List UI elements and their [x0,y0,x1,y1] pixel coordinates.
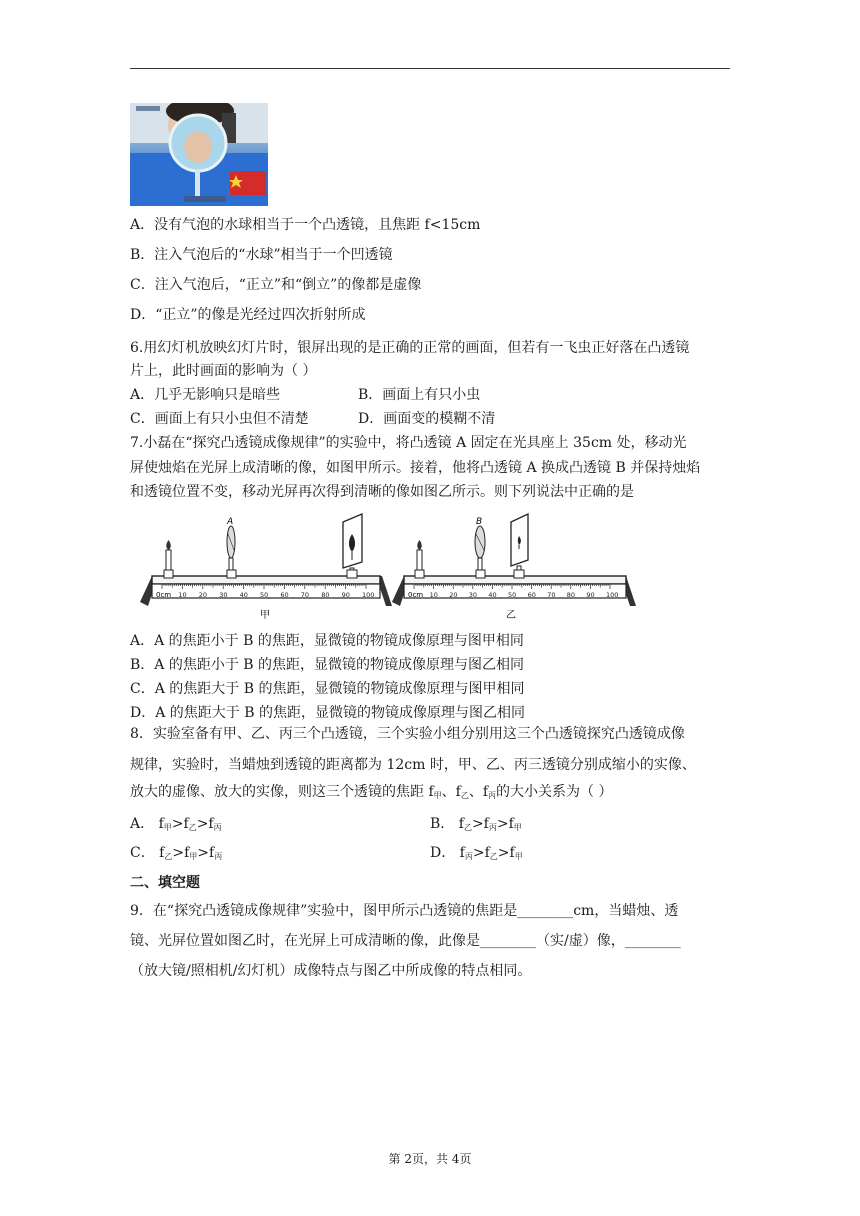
q9-line3: （放大镜/照相机/幻灯机）成像特点与图乙中所成像的特点相同。 [130,963,532,979]
q5-option-b: B．注入气泡后的“水球”相当于一个凹透镜 [130,247,393,263]
ruler-tick-label: 70 [300,591,310,599]
ruler-tick-label: 60 [280,591,289,599]
q5-option-a: A．没有气泡的水球相当于一个凸透镜，且焦距 f<15cm [130,217,481,233]
q9-line1: 9．在“探究凸透镜成像规律”实验中，图甲所示凸透镜的焦距是________cm，当蜡烛、透 [130,903,679,919]
fig-yi-caption: 乙 [506,610,516,621]
bench-jia-cm-label: 0cm [156,591,172,599]
q7-option-b: B．A 的焦距小于 B 的焦距，显微镜的物镜成像原理与图乙相同 [130,657,525,673]
ruler-tick-label: 40 [239,591,248,599]
page-footer: 第 2页，共 4页 [388,1152,472,1166]
ruler-tick-label: 50 [260,591,269,599]
q7-stem-line2: 屏使烛焰在光屏上成清晰的像，如图甲所示。接着，他将凸透镜 A 换成凸透镜 B 并保持烛焰 [130,460,701,476]
ruler-tick-label: 50 [508,591,517,599]
fig-jia-caption: 甲 [260,610,270,621]
ruler-tick-label: 10 [178,591,187,599]
ruler-tick-label: 60 [527,591,536,599]
q5-option-c: C．注入气泡后，“正立”和“倒立”的像都是虚像 [130,277,422,293]
q5-option-d: D．“正立”的像是光经过四次折射所成 [130,307,366,323]
ruler-tick-label: 30 [219,591,228,599]
q8-option-c: C． $f_乙>f_甲>f_丙$ [130,845,223,861]
ruler-tick-label: 100 [606,591,619,599]
q7-option-d: D．A 的焦距大于 B 的焦距，显微镜的物镜成像原理与图乙相同 [130,705,525,721]
ruler-tick-label: 80 [566,591,576,599]
bench-yi-cm-label: 0cm [408,591,424,599]
q7-option-c: C．A 的焦距大于 B 的焦距，显微镜的物镜成像原理与图甲相同 [130,681,525,697]
q6-option-b: B．画面上有只小虫 [358,387,481,403]
q8-option-a: A． $f_甲>f_乙>f_丙$ [130,816,222,832]
q6-option-a: A．几乎无影响只是暗些 [130,387,281,403]
q6-stem-line1: 6.用幻灯机放映幻灯片时，银屏出现的是正确的正常的画面，但若有一飞虫正好落在凸透镜 [130,340,690,356]
astronaut-water-ball-photo [130,103,268,206]
q7-stem-line3: 和透镜位置不变，移动光屏再次得到清晰的像如图乙所示。则下列说法中正确的是 [130,484,634,500]
q6-option-d: D．画面变的模糊不清 [358,411,496,427]
q7-option-a: A．A 的焦距小于 B 的焦距，显微镜的物镜成像原理与图甲相同 [130,633,524,649]
q6-stem-line2: 片上，此时画面的影响为（ ） [130,363,317,379]
ruler-tick-label: 30 [468,591,478,599]
header-rule [130,68,730,69]
q8-stem-line2: 规律，实验时，当蜡烛到透镜的距离都为 12cm 时，甲、乙、丙三透镜分别成缩小的实像、 [130,757,696,773]
bench-yi [392,514,636,621]
ruler-tick-label: 80 [321,591,330,599]
bench-jia [140,514,392,621]
ruler-tick-label: 10 [429,591,438,599]
q8-option-d: D． $f_丙>f_乙>f_甲$ [430,845,523,861]
ruler-tick-label: 70 [547,591,556,599]
ruler-tick-label: 90 [586,591,595,599]
q6-option-c: C．画面上有只小虫但不清楚 [130,411,309,427]
q9-line2: 镜、光屏位置如图乙时，在光屏上可成清晰的像，此像是________（实/虚）像，________ [130,933,681,949]
q8-stem-line3: 放大的虚像、放大的实像，则这三个透镜的焦距 $f_甲$、$f_乙$、$f_丙$的大小关系为（ ） [130,784,613,800]
lens-a-label: A [227,517,234,527]
lens-b-label: B [476,517,483,527]
ruler-tick-label: 20 [198,591,208,599]
optical-bench-figure [140,512,640,630]
ruler-tick-label: 20 [449,591,458,599]
ruler-tick-label: 100 [362,591,375,599]
section-fill-in-title: 二、填空题 [130,875,200,891]
ruler-tick-label: 40 [488,591,497,599]
q8-stem-line1: 8．实验室备有甲、乙、丙三个凸透镜，三个实验小组分别用这三个凸透镜探究凸透镜成像 [130,726,685,742]
ruler-tick-label: 90 [341,591,350,599]
q7-stem-line1: 7.小磊在“探究凸透镜成像规律”的实验中，将凸透镜 A 固定在光具座上 35cm 处，移动光 [130,435,687,451]
q8-option-b: B． $f_乙>f_丙>f_甲$ [430,816,522,832]
